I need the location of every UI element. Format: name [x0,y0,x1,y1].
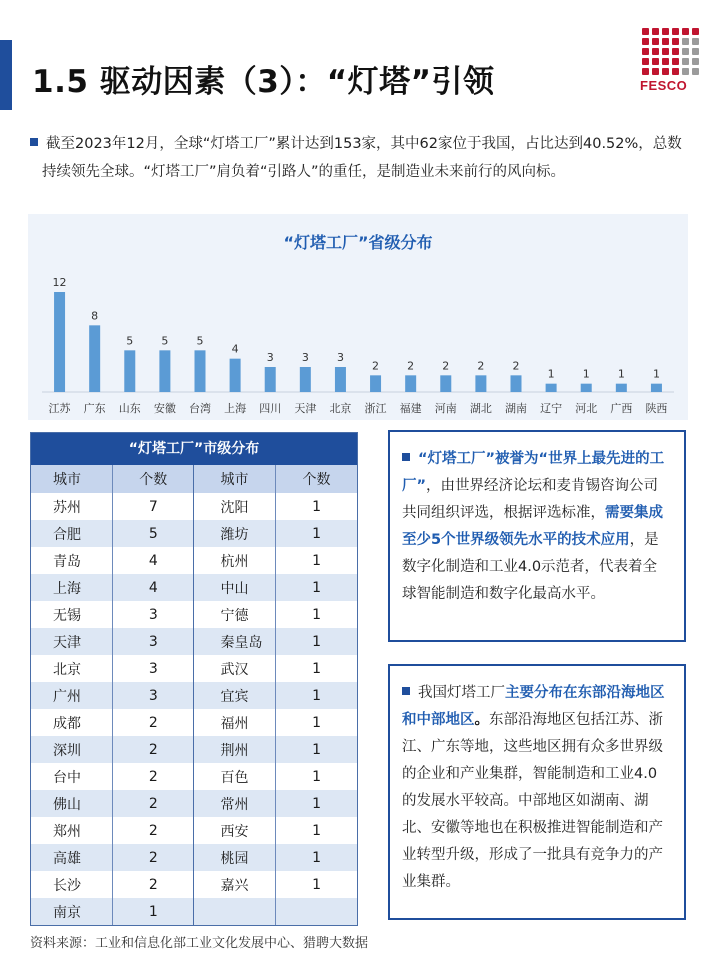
logo-square [672,48,679,55]
x-tick-label: 浙江 [364,402,387,415]
logo-square [692,68,699,75]
logo-square [682,58,689,65]
x-tick-label: 广西 [610,402,633,415]
x-tick-label: 上海 [224,402,247,415]
logo-square [652,48,659,55]
city-cell: 深圳 [31,736,113,763]
square-bullet-icon [402,453,410,461]
count-cell: 2 [113,709,194,736]
city-cell: 青岛 [31,547,113,574]
square-bullet-icon [30,138,38,146]
x-tick-label: 辽宁 [540,402,563,415]
intro-paragraph [30,130,690,186]
bar-value-label: 1 [617,367,625,381]
table-row [31,871,357,898]
table-row [31,763,357,790]
logo-square [692,38,699,45]
bar-value-label: 1 [582,367,590,381]
logo-square [672,68,679,75]
bar-14 [546,384,557,392]
city-cell: 百色 [194,763,276,790]
note1-text-1: ，由世界经济论坛和麦肯锡咨询公司共同组织评选，根据评选标准， [402,478,659,521]
bar-value-label: 5 [196,334,204,348]
header-city-1: 城市 [31,465,113,493]
x-tick-label: 湖南 [505,402,527,415]
note2-text-1: 我国灯塔工厂 [418,685,505,701]
chart-title: “灯塔工厂”省级分布 [283,233,433,252]
bar-value-label: 1 [652,367,660,381]
note2-highlight: 主要分布在东部沿海地区和中部地区 [402,685,665,728]
province-chart [28,214,688,420]
count-cell: 3 [113,628,194,655]
logo-square [672,38,679,45]
table-row [31,709,357,736]
bar-value-label: 3 [301,351,309,364]
logo-square [642,38,649,45]
city-cell: 沈阳 [194,493,276,520]
city-cell: 苏州 [31,493,113,520]
count-cell: 1 [312,552,321,569]
logo-square [682,38,689,45]
x-tick-label: 河北 [575,402,598,415]
bar-15 [581,384,592,392]
count-cell: 1 [312,714,321,731]
city-cell: 长沙 [31,871,113,898]
table-row [31,520,357,547]
x-tick-label: 江苏 [48,402,71,415]
count-cell: 2 [113,790,194,817]
bar-7 [300,367,311,392]
city-cell: 秦皇岛 [194,628,276,655]
table-row [31,844,357,871]
logo-square [682,68,689,75]
city-cell [194,898,276,925]
bar-9 [370,375,381,392]
bar-1 [89,325,100,392]
logo-square [692,28,699,35]
logo-square [692,48,699,55]
count-cell: 3 [113,655,194,682]
fesco-logo [640,28,702,93]
square-bullet-icon [402,687,410,695]
bar-10 [405,375,416,392]
bar-value-label: 3 [266,351,274,364]
bar-4 [195,350,206,392]
bar-5 [230,359,241,392]
table-row [31,493,357,520]
x-tick-label: 河南 [434,402,457,415]
table-header-row [31,465,357,493]
logo-text: FESCO [640,78,688,93]
count-cell: 1 [276,736,357,763]
note2-period: 。 [474,712,489,728]
logo-square [692,58,699,65]
city-cell: 天津 [31,628,113,655]
count-cell: 2 [113,844,194,871]
count-cell: 1 [276,628,357,655]
city-cell: 广州 [31,682,113,709]
count-cell: 3 [113,601,194,628]
city-cell: 潍坊 [194,520,276,547]
table-row [31,817,357,844]
header-count-2: 个数 [276,465,357,493]
city-table-title: “灯塔工厂”市级分布 [31,433,357,465]
count-cell: 1 [276,790,357,817]
note1-text-2: ，是数字化制造和工业4.0示范者，代表着全球智能制造和数字化最高水平。 [402,532,659,602]
city-cell: 佛山 [31,790,113,817]
city-cell: 宜宾 [194,682,276,709]
city-cell: 上海 [31,574,113,601]
count-cell: 4 [113,547,194,574]
city-table-grid [31,465,357,925]
bar-16 [616,384,627,392]
table-row [31,682,357,709]
logo-square [652,28,659,35]
bar-0 [54,292,65,392]
logo-square [642,58,649,65]
count-cell: 1 [113,898,194,925]
table-row [31,655,357,682]
logo-square [652,68,659,75]
note2-text-2: 东部沿海地区包括江苏、浙江、广东等地，这些地区拥有众多世界级的企业和产业集群，智能制造和工业4.0的发展水平较高。中部地区如湖南、湖北、安徽等地也在积极推进智能制造和产业转型升级，形成了一批具有竞争力的产业集群。 [402,712,663,890]
x-tick-label: 四川 [259,402,282,415]
x-tick-label: 陕西 [645,402,668,415]
bar-value-label: 2 [512,359,520,373]
bar-value-label: 12 [52,276,67,289]
count-cell: 1 [312,606,321,623]
logo-square [662,48,669,55]
count-cell: 1 [312,768,321,785]
bar-value-label: 2 [477,359,485,373]
table-row [31,628,357,655]
count-cell [276,898,357,925]
count-cell: 1 [312,498,321,515]
x-tick-label: 天津 [294,402,317,415]
note-box-distribution [388,664,686,920]
x-tick-label: 台湾 [189,402,211,415]
logo-square [662,28,669,35]
city-cell: 常州 [194,790,276,817]
city-cell: 武汉 [194,655,276,682]
bar-value-label: 2 [407,359,415,373]
count-cell: 1 [312,876,321,893]
bar-6 [265,367,276,392]
count-cell: 1 [312,822,321,839]
city-cell: 南京 [31,898,113,925]
table-row [31,547,357,574]
bar-value-label: 2 [442,359,450,373]
count-cell: 2 [113,763,194,790]
table-row [31,736,357,763]
bar-value-label: 8 [91,309,99,323]
x-tick-label: 山东 [118,402,141,415]
header-count-1: 个数 [113,465,194,493]
intro-text: 截至2023年12月，全球“灯塔工厂”累计达到153家，其中62家位于我国，占比达到40.52%，总数持续领先全球。“灯塔工厂”肩负着“引路人”的重任，是制造业未来前行的风向标。 [42,136,682,180]
city-cell: 台中 [31,763,113,790]
x-tick-label: 广东 [83,402,106,415]
bar-value-label: 3 [336,351,344,364]
logo-square [642,48,649,55]
logo-square [642,28,649,35]
table-row [31,898,357,925]
table-row [31,790,357,817]
count-cell: 3 [113,682,194,709]
bar-12 [475,375,486,392]
bar-13 [511,375,522,392]
city-cell: 高雄 [31,844,113,871]
city-cell: 郑州 [31,817,113,844]
header-city-2: 城市 [194,465,276,493]
city-cell: 成都 [31,709,113,736]
title-accent-bar [0,40,12,110]
source-note: 资料来源：工业和信息化部工业文化发展中心、猎聘大数据 [30,936,369,951]
logo-square [662,58,669,65]
bar-17 [651,384,662,392]
note-box-definition [388,430,686,642]
table-row [31,601,357,628]
city-cell: 西安 [194,817,276,844]
bar-2 [124,350,135,392]
logo-square [682,28,689,35]
logo-square [662,38,669,45]
city-cell: 宁德 [194,601,276,628]
bar-value-label: 5 [126,334,134,348]
page-title: 1.5 驱动因素（3）：“灯塔”引领 [32,64,495,100]
bar-3 [159,350,170,392]
city-table [30,432,358,926]
logo-square [652,58,659,65]
city-cell: 桃园 [194,844,276,871]
city-cell: 北京 [31,655,113,682]
bar-value-label: 5 [161,334,169,348]
bar-8 [335,367,346,392]
logo-square [682,48,689,55]
city-cell: 中山 [194,574,276,601]
bar-value-label: 2 [372,359,380,373]
city-cell: 杭州 [194,547,276,574]
note1-highlight-2: 需要集成至少5个世界级领先水平的技术应用 [402,505,663,548]
bar-value-label: 4 [231,342,239,356]
x-tick-label: 湖北 [469,402,492,415]
city-cell: 荆州 [194,736,276,763]
city-cell: 福州 [194,709,276,736]
bar-value-label: 1 [547,367,555,381]
city-cell: 无锡 [31,601,113,628]
bar-chart-svg [28,214,688,420]
logo-square [672,58,679,65]
x-tick-label: 北京 [329,402,352,415]
logo-mark-icon [642,28,702,75]
count-cell: 7 [113,493,194,520]
count-cell: 2 [113,736,194,763]
city-cell: 合肥 [31,520,113,547]
count-cell: 2 [113,817,194,844]
x-tick-label: 福建 [399,402,422,415]
count-cell: 5 [113,520,194,547]
count-cell: 1 [276,574,357,601]
count-cell: 4 [113,574,194,601]
count-cell: 1 [276,682,357,709]
logo-square [672,28,679,35]
note1-highlight-1: “灯塔工厂”被誉为“世界上最先进的工厂” [402,451,665,494]
logo-square [652,38,659,45]
count-cell: 1 [276,844,357,871]
table-row [31,574,357,601]
city-cell: 嘉兴 [194,871,276,898]
x-tick-label: 安徽 [153,402,176,415]
logo-square [642,68,649,75]
count-cell: 1 [312,660,321,677]
count-cell: 2 [113,871,194,898]
logo-square [662,68,669,75]
bar-11 [440,375,451,392]
count-cell: 1 [276,520,357,547]
